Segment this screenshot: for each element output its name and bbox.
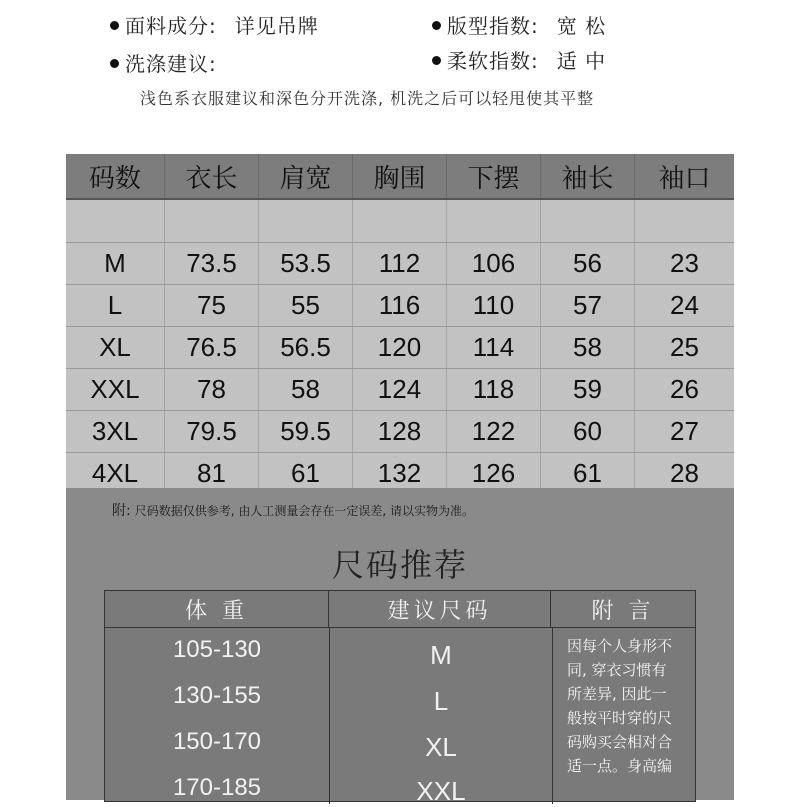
disclaimer-text: 尺码数据仅供参考, 由人工测量会存在一定误差, 请以实物为准。 <box>134 504 474 518</box>
note-text <box>553 628 695 778</box>
cell-cuff: 23 <box>670 248 699 278</box>
weight-cell: 105-130 <box>172 636 262 663</box>
header-chest: 胸围 <box>353 154 447 198</box>
size-chart-table <box>66 154 734 495</box>
cell-shoulder: 58 <box>259 369 353 410</box>
cell-shoulder: 53.5 <box>259 243 353 284</box>
cell-chest: 116 <box>353 285 447 326</box>
cell-chest: 128 <box>353 411 447 452</box>
size-column <box>330 628 553 804</box>
cell-size: L <box>66 285 165 326</box>
cell-cuff: 28 <box>670 458 699 488</box>
size-cell: XXL <box>416 776 466 806</box>
cell-chest: 124 <box>353 369 447 410</box>
fit-info <box>432 10 606 39</box>
header-suggested-size: 建议尺码 <box>329 591 551 627</box>
cell-size: XXL <box>66 369 165 410</box>
cell-hem: 110 <box>447 285 541 326</box>
table-row <box>66 285 734 327</box>
wash-info <box>110 48 217 77</box>
cell-sleeve-length: 58 <box>541 327 635 368</box>
cell-cuff: 27 <box>670 416 699 446</box>
cell-hem: 118 <box>447 369 541 410</box>
cell-shoulder: 59.5 <box>259 411 353 452</box>
note-column <box>553 628 695 804</box>
bullet-icon <box>432 56 441 65</box>
cell-chest: 132 <box>353 453 447 494</box>
fabric-value: 详见吊牌 <box>234 14 319 38</box>
disclaimer <box>112 500 474 520</box>
size-cell: XL <box>425 732 457 762</box>
cell-size: XL <box>66 327 165 368</box>
note-line: 码购买会相对合 <box>567 733 673 751</box>
cell-sleeve-length: 56 <box>541 243 635 284</box>
cell-hem: 122 <box>447 411 541 452</box>
table-row <box>66 411 734 453</box>
size-cell: M <box>430 640 452 670</box>
cell-hem: 106 <box>447 243 541 284</box>
fit-label: 版型指数: <box>447 14 539 38</box>
header-size: 码数 <box>66 154 165 198</box>
header-weight: 体 重 <box>105 591 329 627</box>
cell-length: 73.5 <box>165 243 259 284</box>
note-line: 因每个人身形不 <box>567 637 673 655</box>
cell-cuff: 24 <box>670 290 699 320</box>
note-line: 般按平时穿的尺 <box>567 709 673 727</box>
softness-info <box>432 45 606 74</box>
cell-length: 75 <box>165 285 259 326</box>
cell-size: M <box>66 243 165 284</box>
recommendation-title: 尺码推荐 <box>331 546 468 584</box>
table-row <box>66 327 734 369</box>
cell-shoulder: 56.5 <box>259 327 353 368</box>
cell-length: 81 <box>165 453 259 494</box>
bullet-icon <box>432 21 441 30</box>
weight-column <box>105 628 330 804</box>
recommendation-table <box>104 590 696 806</box>
cell-length: 79.5 <box>165 411 259 452</box>
blank-row <box>66 200 734 243</box>
cell-sleeve-length: 57 <box>541 285 635 326</box>
bullet-icon <box>110 59 119 68</box>
weight-cell: 170-185 <box>172 774 262 801</box>
cell-length: 78 <box>165 369 259 410</box>
header-length: 衣长 <box>165 154 259 198</box>
weight-cell: 130-155 <box>172 682 262 709</box>
weight-cell: 150-170 <box>172 728 262 755</box>
header-cuff: 袖口 <box>658 163 711 194</box>
note-line: 所差异, 因此一 <box>567 685 667 703</box>
size-chart-header <box>66 154 734 200</box>
cell-sleeve-length: 59 <box>541 369 635 410</box>
fabric-info <box>110 10 319 39</box>
cell-sleeve-length: 60 <box>541 411 635 452</box>
cell-sleeve-length: 61 <box>541 453 635 494</box>
cell-shoulder: 55 <box>259 285 353 326</box>
header-hem: 下摆 <box>447 154 541 198</box>
header-shoulder: 肩宽 <box>259 154 353 198</box>
recommendation-header <box>105 591 695 628</box>
cell-size: 3XL <box>66 411 165 452</box>
cell-chest: 120 <box>353 327 447 368</box>
recommendation-body <box>105 628 695 804</box>
cell-hem: 114 <box>447 327 541 368</box>
header-note: 附 言 <box>591 598 655 624</box>
fit-value: 宽 松 <box>556 14 607 38</box>
softness-value: 适 中 <box>556 49 607 73</box>
cell-size: 4XL <box>66 453 165 494</box>
cell-cuff: 25 <box>670 332 699 362</box>
header-sleeve-length: 袖长 <box>541 154 635 198</box>
cell-length: 76.5 <box>165 327 259 368</box>
bullet-icon <box>110 21 119 30</box>
recommendation-panel <box>66 488 734 806</box>
table-row <box>66 369 734 411</box>
note-line: 同, 穿衣习惯有 <box>567 661 667 679</box>
table-row <box>66 243 734 285</box>
note-line: 适一点。身高编 <box>567 757 673 775</box>
wash-note: 浅色系衣服建议和深色分开洗涤, 机洗之后可以轻甩使其平整 <box>140 89 595 108</box>
cell-cuff: 26 <box>670 374 699 404</box>
cell-chest: 112 <box>353 243 447 284</box>
disclaimer-lead: 附: <box>112 503 131 519</box>
cell-shoulder: 61 <box>259 453 353 494</box>
fabric-label: 面料成分: <box>125 14 217 38</box>
cell-hem: 126 <box>447 453 541 494</box>
wash-label: 洗涤建议: <box>125 52 217 76</box>
size-cell: L <box>433 686 449 716</box>
softness-label: 柔软指数: <box>447 49 539 73</box>
